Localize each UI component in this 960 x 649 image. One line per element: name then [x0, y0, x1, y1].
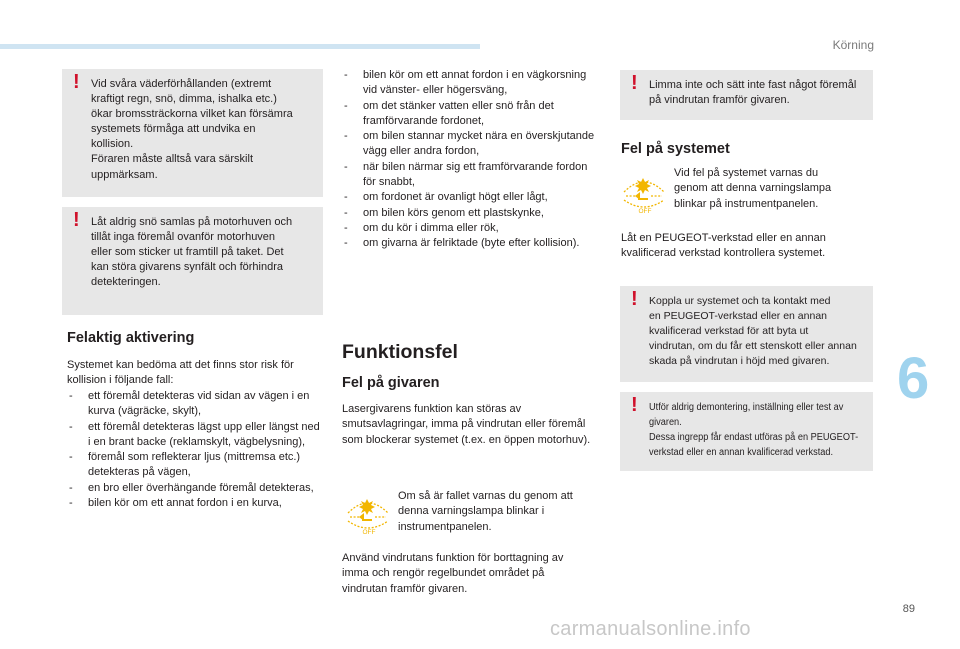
- section-label: Körning: [832, 38, 874, 52]
- list-item: - ett föremål detekteras lägst upp eller längst ned i en brant backe (reklamskylt, vägbelysning),: [67, 420, 325, 451]
- system-lamp-text: Vid fel på systemet varnas du genom att denna varningslampa blinkar på instrumentpanelen.: [674, 167, 832, 210]
- warning-icon: !: [73, 209, 80, 231]
- warning-line: Föraren måste alltså vara särskilt: [91, 153, 253, 166]
- warning-line: uppmärksam.: [91, 168, 158, 181]
- false-activation-list: [67, 389, 325, 511]
- warning-line: eller som sticker ut framtill på taket. Det: [91, 246, 284, 259]
- warning-line: kan störa givarens synfält och förhindra: [91, 261, 283, 274]
- warning-line: Utför aldrig demontering, inställning eller test av: [649, 402, 844, 413]
- warning-icon: !: [73, 71, 80, 93]
- warning-box-weather: [62, 69, 323, 197]
- warning-box-no-dismantling: [620, 392, 873, 471]
- system-warning-lamp-icon: [621, 170, 667, 216]
- list-item: - om fordonet är ovanligt högt eller lågt,: [342, 190, 597, 205]
- warning-line: Dessa ingrepp får endast utföras på en PEUGEOT-: [649, 432, 859, 443]
- list-item: - bilen kör om ett annat fordon i en kurva,: [67, 496, 325, 511]
- sensor-cleaning-text: Använd vindrutans funktion för borttagning av imma och rengör regelbundet området på vindrutan framför givaren.: [342, 552, 564, 595]
- chapter-number: 6: [897, 346, 930, 411]
- list-item: - om det stänker vatten eller snö från det framförvarande fordonet,: [342, 99, 597, 130]
- warning-icon: !: [631, 72, 638, 94]
- warning-box-stone-chip: [620, 286, 873, 382]
- list-item: - om bilen körs genom ett plastskynke,: [342, 206, 597, 221]
- warning-line: kollision.: [91, 138, 134, 151]
- warning-box-snow: [62, 207, 323, 315]
- list-item: - bilen kör om ett annat fordon i en vägkorsning vid vänster- eller högersväng,: [342, 68, 597, 99]
- heading-false-activation: Felaktig aktivering: [67, 330, 195, 346]
- warning-icon: !: [631, 394, 638, 416]
- false-activation-list-continued: [342, 68, 597, 252]
- header-bar: [0, 44, 480, 49]
- watermark: carmanualsonline.info: [550, 618, 751, 640]
- sensor-lamp-text: Om så är fallet varnas du genom att denna varningslampa blinkar i instrumentpanelen.: [398, 490, 573, 533]
- warning-line: systemets förmåga att undvika en: [91, 123, 256, 136]
- heading-system-fault: Fel på systemet: [621, 141, 730, 157]
- warning-line: kraftigt regn, snö, dimma, ishalka etc.): [91, 93, 277, 106]
- list-item: - ett föremål detekteras vid sidan av vägen i en kurva (vägräcke, skylt),: [67, 389, 325, 420]
- list-item: - om du kör i dimma eller rök,: [342, 221, 597, 236]
- warning-line: vindrutan, om du får ett stenskott eller annan: [649, 340, 857, 352]
- list-item: - om bilen stannar mycket nära en överskjutande vägg eller andra fordon,: [342, 129, 597, 160]
- warning-box-windscreen: [620, 70, 873, 120]
- list-item: - föremål som reflekterar ljus (mittremsa etc.) detekteras på vägen,: [67, 450, 325, 481]
- list-item: - när bilen närmar sig ett framförvarande fordon för snabbt,: [342, 160, 597, 191]
- warning-line: på vindrutan framför givaren.: [649, 94, 790, 107]
- system-fault-text: Låt en PEUGEOT-verkstad eller en annan kvalificerad verkstad kontrollera systemet.: [621, 232, 826, 260]
- false-activation-intro: Systemet kan bedöma att det finns stor risk för kollision i följande fall:: [67, 359, 294, 387]
- list-item: - om givarna är felriktade (byte efter kollision).: [342, 236, 597, 251]
- sensor-fault-text: Lasergivarens funktion kan störas av smutsavlagringar, imma på vindrutan eller föremål som blockerar systemet (t.ex. en öppen motorhuv).: [342, 403, 591, 446]
- warning-line: en PEUGEOT-verkstad eller en annan: [649, 310, 828, 322]
- warning-line: givaren.: [649, 417, 682, 428]
- warning-line: ökar bromssträckorna vilket kan försämra: [91, 108, 293, 121]
- warning-line: Limma inte och sätt inte fast något föremål: [649, 79, 857, 91]
- lamp-off-label: OFF: [362, 529, 376, 536]
- lamp-off-label: OFF: [638, 208, 652, 215]
- sensor-warning-lamp-icon: [345, 491, 391, 537]
- heading-malfunction: Funktionsfel: [342, 341, 458, 363]
- heading-sensor-fault: Fel på givaren: [342, 375, 440, 391]
- warning-line: verkstad eller en annan kvalificerad verkstad.: [649, 447, 834, 458]
- list-item: - en bro eller överhängande föremål detekteras,: [67, 481, 325, 496]
- warning-line: detekteringen.: [91, 276, 161, 289]
- warning-line: tillåt inga föremål ovanför motorhuven: [91, 231, 276, 244]
- warning-line: kvalificerad verkstad för att byta ut: [649, 325, 809, 337]
- warning-line: Låt aldrig snö samlas på motorhuven och: [91, 216, 293, 228]
- warning-line: Koppla ur systemet och ta kontakt med: [649, 295, 831, 307]
- page-number: 89: [902, 603, 915, 615]
- warning-icon: !: [631, 288, 638, 310]
- warning-line: skada på vindrutan i höjd med givaren.: [649, 355, 830, 367]
- warning-line: Vid svåra väderförhållanden (extremt: [91, 78, 272, 90]
